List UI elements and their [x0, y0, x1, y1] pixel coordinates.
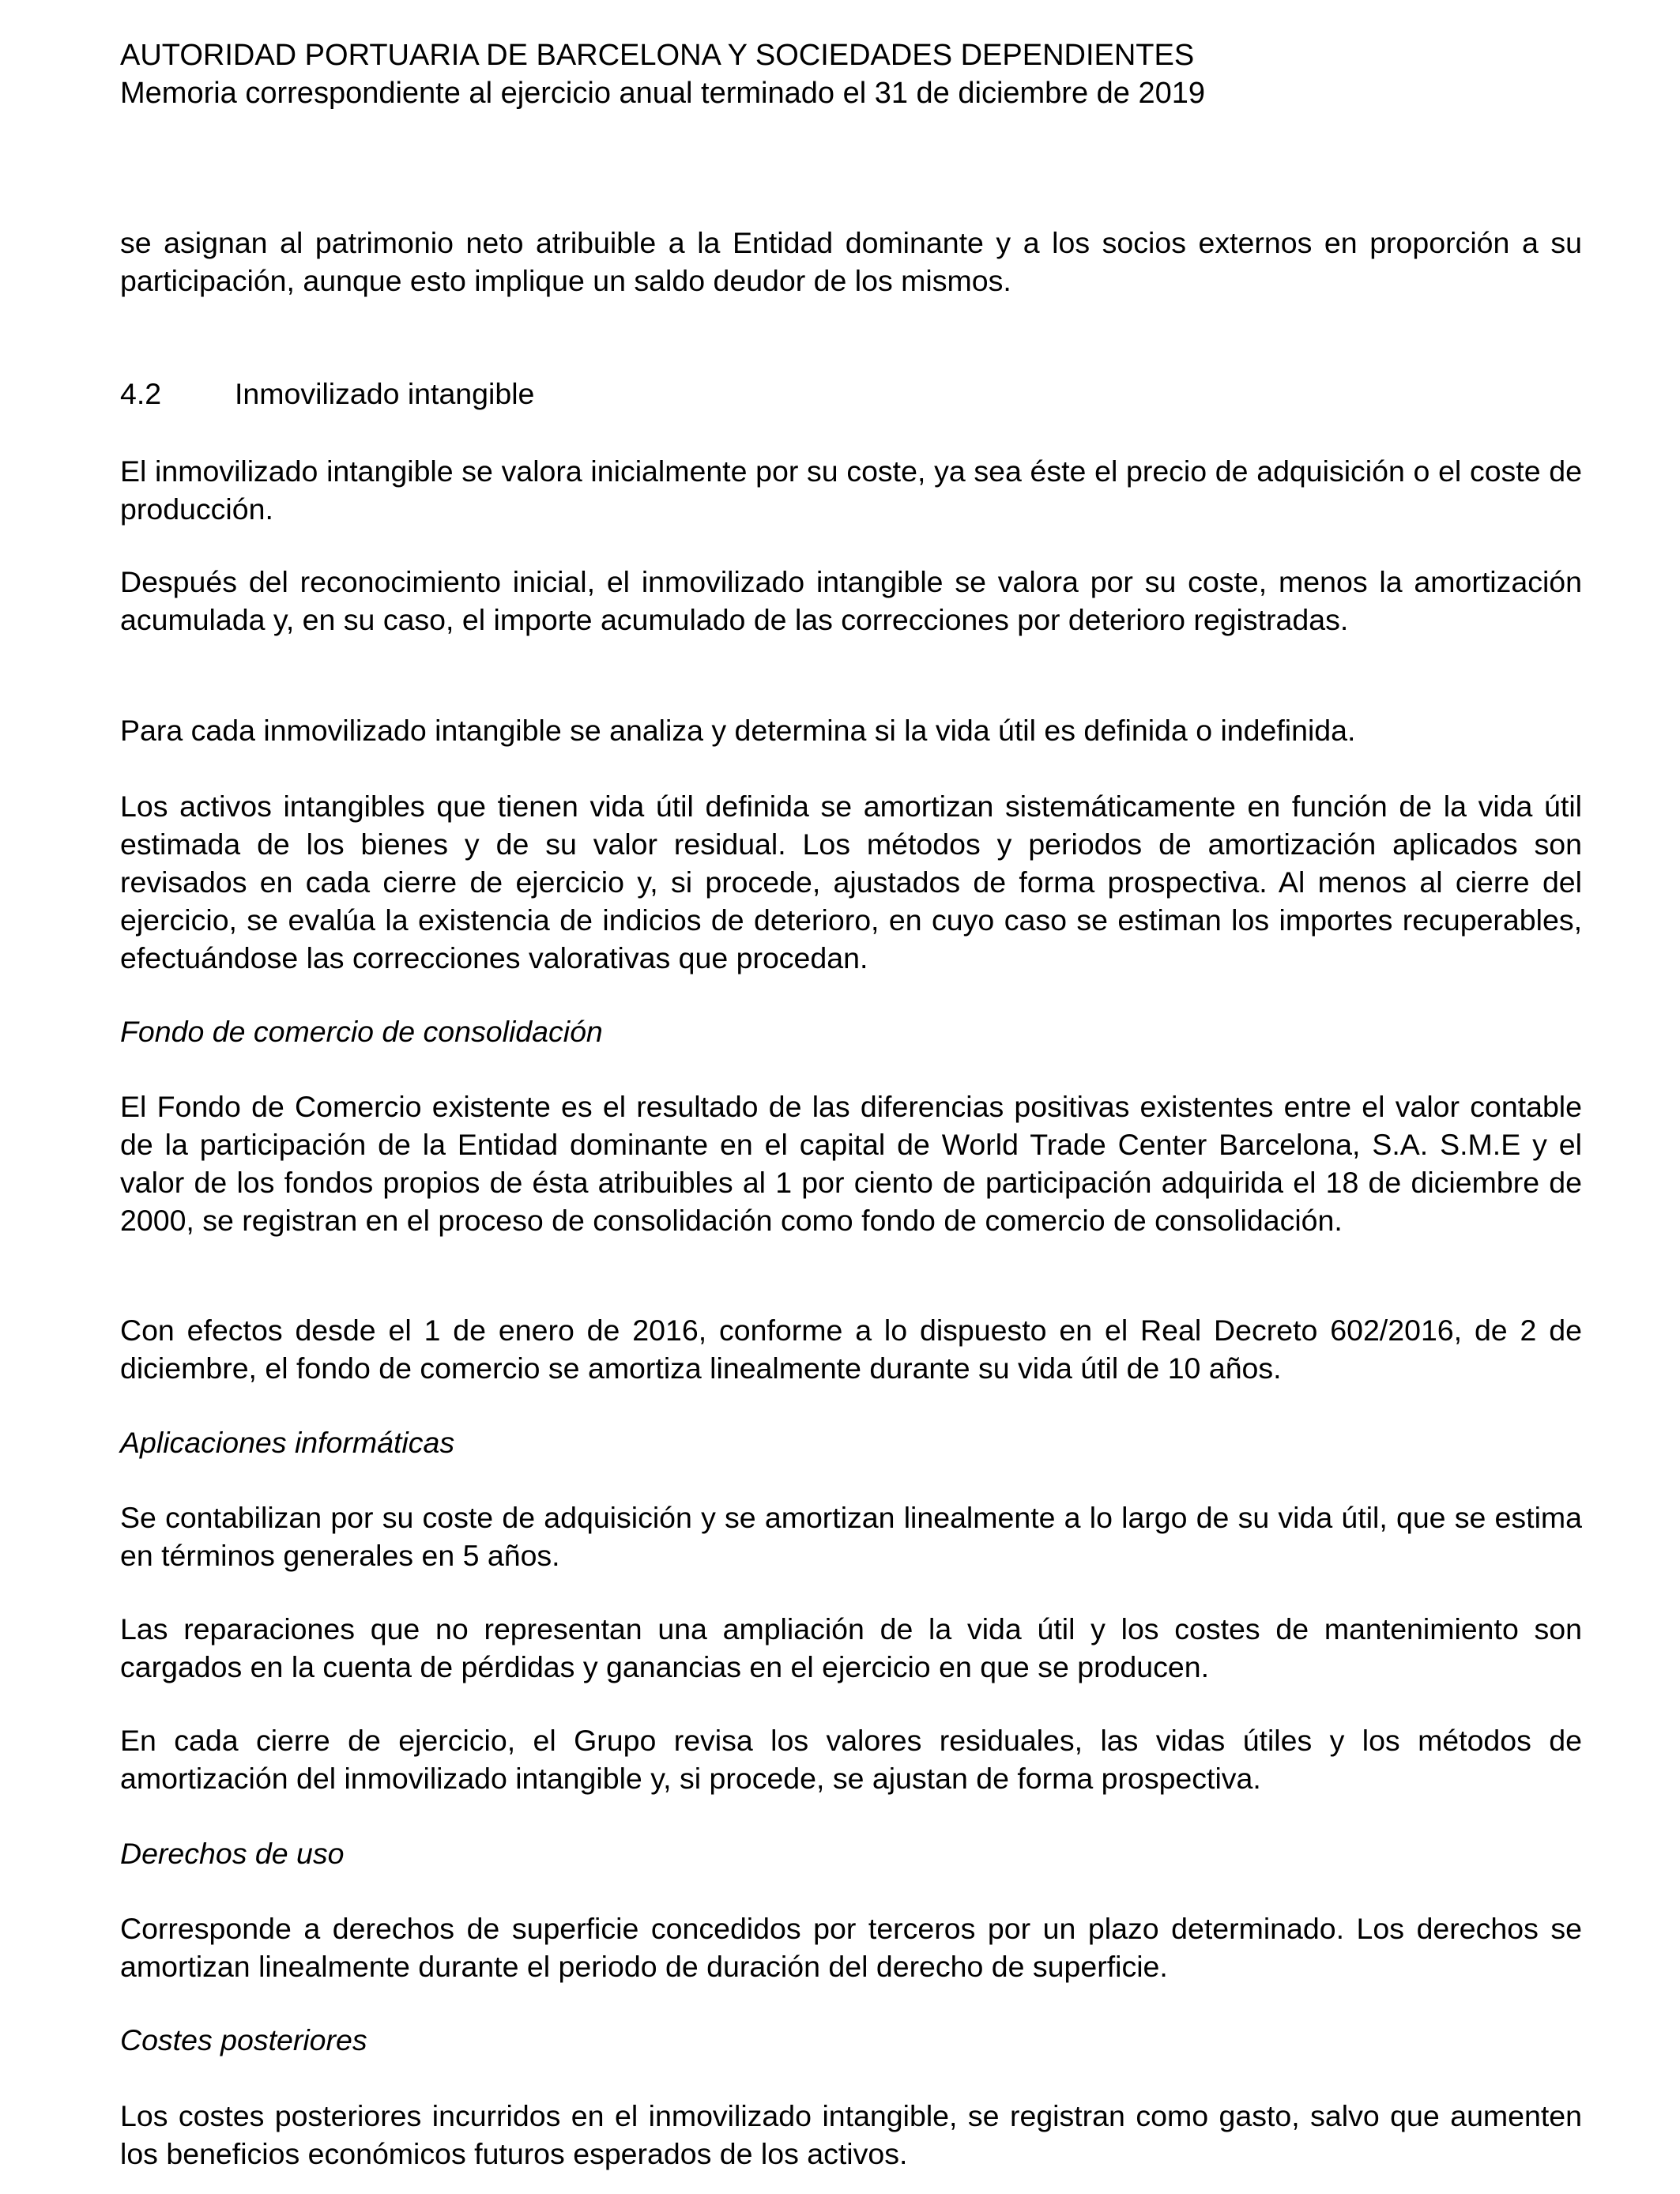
paragraph-amortization: Los activos intangibles que tienen vida útil definida se amortizan sistemáticamente en función de la vida útil estimada de los bienes y de su valor residual. Los métodos y periodos de amortización aplicados son revisados en cada cierre de ejercicio y, si procede, ajustados de forma prospectiva. Al menos al cierre del ejercicio, se evalúa la existencia de indicios de deterioro, en cuyo caso se estiman los importes recuperables, efectuándose las correcciones valorativas que procedan. [120, 790, 1582, 974]
paragraph-fondo-comercio: El Fondo de Comercio existente es el resultado de las diferencias positivas existentes entre el valor contable de la participación de la Entidad dominante en el capital de World Trade Center Barcelona, S.A. S.M.E y el valor de los fondos propios de ésta atribuibles al 1 por ciento de participación adquirida el 18 de diciembre de 2000, se registran en el proceso de consolidación como fondo de comercio de consolidación. [120, 1090, 1582, 1237]
paragraph-useful-life: Para cada inmovilizado intangible se analiza y determina si la vida útil es definida o indefinida. [120, 714, 1356, 747]
paragraph-costes-posteriores: Los costes posteriores incurridos en el inmovilizado intangible, se registran como gasto, salvo que aumenten los beneficios económicos futuros esperados de los activos. [120, 2099, 1582, 2170]
subheading-derechos-uso: Derechos de uso [120, 1837, 345, 1870]
section-title: Inmovilizado intangible [235, 377, 535, 410]
subheading-aplicaciones: Aplicaciones informáticas [120, 1426, 455, 1459]
paragraph-derechos-uso: Corresponde a derechos de superficie concedidos por terceros por un plazo determinado. Los derechos se amortizan linealmente durante el periodo de duración del derecho de superficie. [120, 1912, 1582, 1983]
page-header [120, 36, 1590, 112]
header-title: AUTORIDAD PORTUARIA DE BARCELONA Y SOCIEDADES DEPENDIENTES [120, 39, 1195, 72]
paragraph-revision-cierre: En cada cierre de ejercicio, el Grupo revisa los valores residuales, las vidas útiles y los métodos de amortización del inmovilizado intangible y, si procede, se ajustan de forma prospectiva. [120, 1724, 1582, 1795]
header-subtitle: Memoria correspondiente al ejercicio anual terminado el 31 de diciembre de 2019 [120, 77, 1206, 110]
section-number: 4.2 [120, 377, 162, 410]
paragraph-real-decreto: Con efectos desde el 1 de enero de 2016, conforme a lo dispuesto en el Real Decreto 602/2016, de 2 de diciembre, el fondo de comercio se amortiza linealmente durante su vida útil de 10 años. [120, 1314, 1582, 1385]
intro-paragraph: se asignan al patrimonio neto atribuible a la Entidad dominante y a los socios externos en proporción a su participación, aunque esto implique un saldo deudor de los mismos. [120, 226, 1582, 297]
paragraph-reparaciones: Las reparaciones que no representan una ampliación de la vida útil y los costes de mantenimiento son cargados en la cuenta de pérdidas y ganancias en el ejercicio en que se producen. [120, 1612, 1582, 1683]
paragraph-after-recognition: Después del reconocimiento inicial, el inmovilizado intangible se valora por su coste, menos la amortización acumulada y, en su caso, el importe acumulado de las correcciones por deterioro registradas. [120, 565, 1582, 636]
subheading-fondo-comercio: Fondo de comercio de consolidación [120, 1015, 603, 1048]
paragraph-cost-valuation: El inmovilizado intangible se valora inicialmente por su coste, ya sea éste el precio de adquisición o el coste de producción. [120, 454, 1582, 526]
paragraph-aplicaciones-coste: Se contabilizan por su coste de adquisición y se amortizan linealmente a lo largo de su vida útil, que se estima en términos generales en 5 años. [120, 1501, 1582, 1572]
subheading-costes-posteriores: Costes posteriores [120, 2023, 367, 2056]
section-heading [120, 375, 1582, 413]
